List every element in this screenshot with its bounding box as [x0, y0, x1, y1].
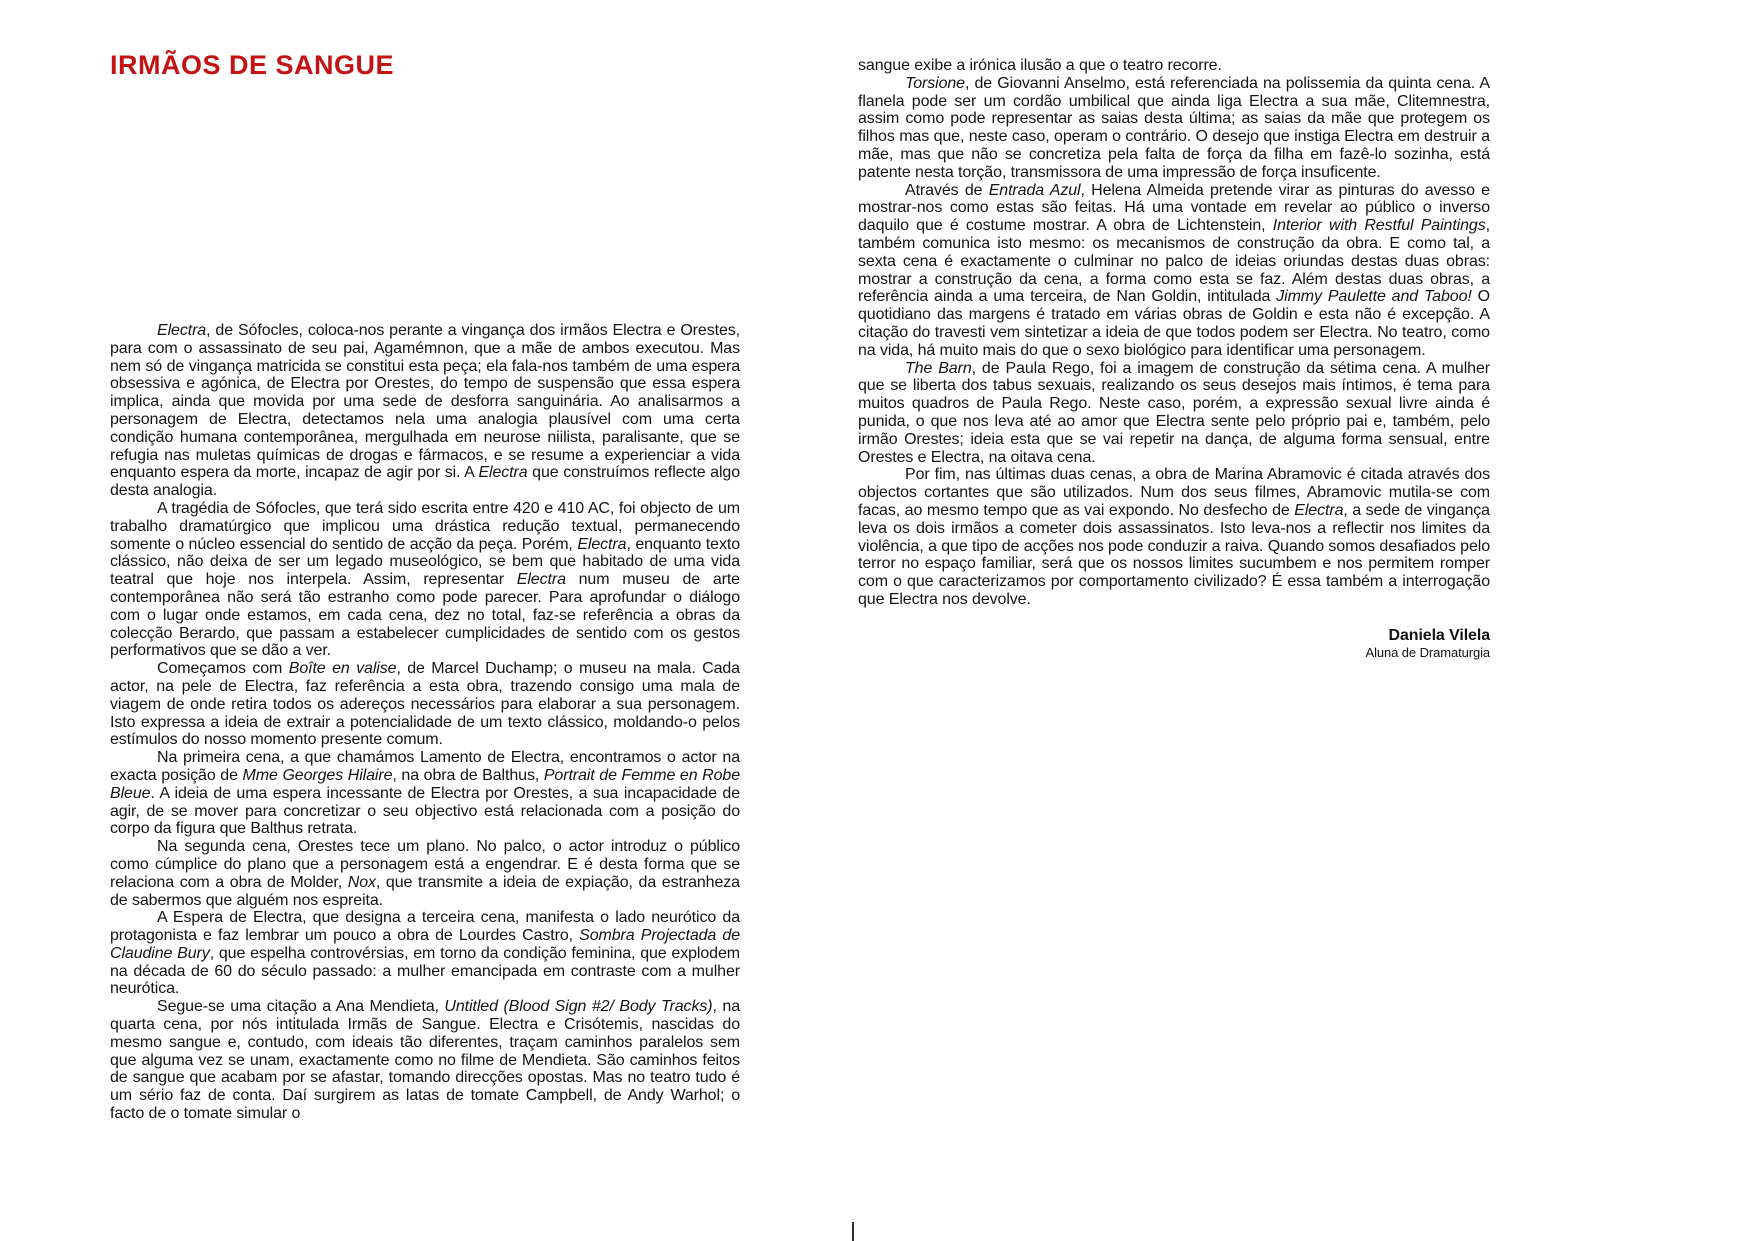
work-title-italic: Nox [347, 873, 376, 891]
page-fold-mark [852, 1222, 854, 1241]
work-title-italic: Mme Georges Hilaire [242, 766, 393, 784]
paragraph [110, 838, 740, 909]
paragraph [858, 466, 1490, 608]
text-run: Na segunda cena, Orestes tece um plano. No palco, o actor introduz o público como cúmplice do plano que a personagem está a engendrar. E é desta forma que se relaciona com a obra de Molder, [110, 838, 740, 891]
work-title-italic: Interior with Restful Paintings [1272, 217, 1486, 235]
paragraph [110, 749, 740, 838]
left-column-text [110, 322, 740, 1123]
paragraph [858, 360, 1490, 467]
paragraph [858, 57, 1490, 75]
work-title-italic: Electra [157, 322, 207, 339]
text-run: , de Marcel Duchamp; o museu na mala. Cada actor, na pele de Electra, faz referência a esta obra, trazendo consigo uma mala de viagem de onde retira todos os adereços necessários para elaborar a sua personagem. Isto expressa a ideia de extrair a potencialidade de um texto clássico, moldando-o pelos estímulos do nosso momento presente comum. [110, 660, 740, 749]
paragraph [858, 75, 1490, 182]
text-run: que construímos reflecte algo desta analogia. [110, 464, 740, 500]
work-title-italic: Sombra Projectada de Claudine Bury [110, 927, 740, 962]
work-title-italic: Portrait de Femme en Robe Bleue [110, 766, 741, 802]
text-run: , que espelha controvérsias, em torno da condição feminina, que explodem na década de 60 do século passado: a mulher emancipada em contraste com a mulher neurótica. [110, 944, 740, 998]
text-run: , Helena Almeida pretende virar as pinturas do avesso e mostrar-nos como estas são feitas. Há uma vontade em revelar ao público o inverso daquilo que é costume mostrar. A obra de Lichtenstein, [858, 181, 1490, 235]
text-run: , de Sófocles, coloca-nos perante a vingança dos irmãos Electra e Orestes, para com o assassinato de seu pai, Agamémnon, que a mãe de ambos executou. Mas nem só de vingança matricida se constitui esta peça; ela fala-nos também de uma espera obsessiva e agónica, de Electra por Orestes, do tempo de suspensão que essa espera implica, ainda que movida por uma sede de desforra sanguinária. Ao analisarmos a personagem de Electra, detectamos nela uma analogia plausível com uma certa condição humana contemporânea, mergulhada em neurose niilista, paralisante, que se refugia nas muletas químicas de drogas e fármacos, e se resume a experienciar a vida enquanto espera da morte, incapaz de agir por si. A [110, 322, 740, 482]
text-run: , que transmite a ideia de expiação, da estranheza de sabermos que alguém nos espreita. [110, 873, 740, 909]
text-run: . A ideia de uma espera incessante de Electra por Orestes, a sua incapacidade de agir, de se mover para concretizar o seu objectivo está relacionada com a posição do corpo da figura que Balthus retrata. [110, 784, 740, 838]
text-run: sangue exibe a irónica ilusão a que o teatro recorre. [858, 57, 1222, 74]
text-run: Por fim, nas últimas duas cenas, a obra de Marina Abramovic é citada através dos objectos cortantes que são utilizados. Num dos seus filmes, Abramovic mutila-se com facas, ao mesmo tempo que as vai expondo. No desfecho de [858, 466, 1490, 519]
paragraph [110, 500, 740, 660]
text-run: , a sede de vingança leva os dois irmãos a cometer dois assassinatos. Isto leva-nos a reflectir nos limites da violência, a que tipo de acções nos pode conduzir a raiva. Quando somos desafiados pelo terror no espaço familiar, será que os nossos limites sucumbem e nos permitem romper com o que caracterizamos por comportamento civilizado? É essa também a interrogação que Electra nos devolve. [858, 501, 1490, 608]
text-run: Começamos com [157, 660, 289, 678]
text-run: , também comunica isto mesmo: os mecanismos de construção da obra. E como tal, a sexta cena é exactamente o culminar no palco de ideias oriundas destas duas obras: mostrar a construção da cena, a forma como esta se faz. Além destas duas obras, a referência ainda a uma terceira, de Nan Goldin, intitulada [858, 217, 1490, 306]
text-run: A Espera de Electra, que designa a terceira cena, manifesta o lado neurótico da protagonista e faz lembrar um pouco a obra de Lourdes Castro, [110, 909, 740, 945]
paragraph [110, 998, 740, 1123]
text-run: Através de [905, 181, 989, 199]
work-title-italic: Electra [516, 571, 566, 589]
work-title-italic: Boîte en valise [288, 660, 397, 678]
paragraph [858, 182, 1490, 360]
right-column [858, 57, 1490, 661]
paragraph [110, 322, 740, 500]
work-title-italic: Electra [1294, 501, 1344, 519]
text-run: , na obra de Balthus, [392, 766, 544, 784]
work-title-italic: Entrada Azul [988, 181, 1081, 199]
text-run: Segue-se uma citação a Ana Mendieta, [157, 998, 445, 1016]
text-run: O quotidiano das margens é tratado em várias obras de Goldin e esta não é excepção. A citação do travesti vem sintetizar a ideia de que todos podem ser Electra. No teatro, como na vida, há muito mais do que o sexo biológico para identificar uma personagem. [858, 288, 1490, 359]
signature-block [858, 627, 1490, 661]
right-column-text [858, 57, 1490, 609]
text-run: , na quarta cena, por nós intitulada Irmãs de Sangue. Electra e Crisótemis, nascidas do mesmo sangue e, contudo, com ideais tão diferentes, traçam caminhos paralelos sem que alguma vez se unam, exactamente como no filme de Mendieta. São caminhos feitos de sangue que acabam por se afastar, tomando direcções opostas. Mas no teatro tudo é um sério faz de conta. Daí surgirem as latas de tomate Campbell, de Andy Warhol; o facto de o tomate simular o [110, 998, 741, 1123]
signature-author: Daniela Vilela [1388, 626, 1490, 644]
text-run: , enquanto texto clássico, não deixa de ser um legado museológico, se bem que habitado de uma vida teatral que hoje nos interpela. Assim, representar [110, 535, 740, 589]
paragraph [110, 909, 740, 998]
left-column [110, 322, 740, 1123]
work-title-italic: Jimmy Paulette and Taboo! [1276, 288, 1472, 306]
work-title-italic: Electra [577, 535, 627, 553]
signature-role: Aluna de Dramaturgia [1365, 644, 1490, 660]
work-title-italic: Electra [478, 464, 528, 482]
text-run: , de Paula Rego, foi a imagem de construção da sétima cena. A mulher que se liberta dos tabus sexuais, realizando os seus desejos mais íntimos, é tema para muitos quadros de Paula Rego. Neste caso, porém, a expressão sexual livre ainda é punida, o que nos leva até ao amor que Electra sente pelo próprio pai e, também, pelo irmão Orestes; ideia esta que se vai repetir na dança, de alguma forma sensual, entre Orestes e Electra, na oitava cena. [858, 359, 1490, 466]
text-run: num museu de arte contemporânea não será tão estranho como pode parecer. Para aprofundar o diálogo com o lugar onde estamos, em cada cena, dez no total, faz-se referência a obras da colecção Berardo, que passam a estabelecer cumplicidades de sentido com os gestos performativos que se dão a ver. [110, 571, 740, 660]
work-title-italic: Torsione [905, 74, 965, 92]
article-title: IRMÃOS DE SANGUE [110, 50, 395, 80]
text-run: A tragédia de Sófocles, que terá sido escrita entre 420 e 410 AC, foi objecto de um trabalho dramatúrgico que implicou uma drástica redução textual, permanecendo somente o núcleo essencial do sentido de acção da peça. Porém, [110, 499, 740, 553]
text-run: , de Giovanni Anselmo, está referenciada na polissemia da quinta cena. A flanela pode ser um cordão umbilical que ainda liga Electra a sua mãe, Clitemnestra, assim como pode representar as saias desta última; as saias da mãe que protegem os filhos mas que, neste caso, operam o contrário. O desejo que instiga Electra em destruir a mãe, mas que não se concretiza pela falta de força da filha em fazê-lo sozinha, está patente nesta torção, transmissora de uma impressão de força insuficente. [858, 74, 1490, 181]
work-title-italic: The Barn [905, 359, 972, 377]
work-title-italic: Untitled (Blood Sign #2/ Body Tracks) [444, 998, 713, 1016]
text-run: Na primeira cena, a que chamámos Lamento de Electra, encontramos o actor na exacta posição de [110, 749, 740, 784]
paragraph [110, 660, 740, 749]
